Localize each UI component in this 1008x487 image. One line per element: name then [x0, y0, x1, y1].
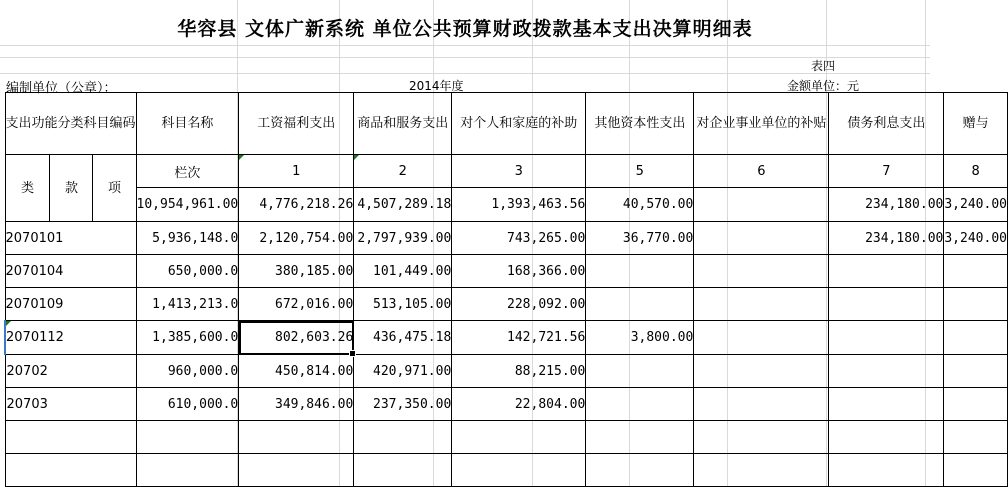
- data-cell[interactable]: 234,180.00: [829, 188, 944, 222]
- data-cell[interactable]: 237,350.00: [354, 388, 452, 421]
- selected-cell[interactable]: 802,603.26: [239, 321, 354, 355]
- data-cell[interactable]: 2,120,754.00: [239, 222, 354, 255]
- data-cell[interactable]: [586, 288, 694, 321]
- data-cell[interactable]: [239, 454, 354, 487]
- data-cell[interactable]: 3,800.00: [586, 321, 694, 355]
- year-label[interactable]: 2014年度: [409, 79, 464, 93]
- data-cell[interactable]: [586, 454, 694, 487]
- name-cell[interactable]: 1,385,600.0: [136, 321, 239, 355]
- data-cell[interactable]: 2,797,939.00: [354, 222, 452, 255]
- table-row: [5, 321, 1007, 355]
- data-cell[interactable]: 142,721.56: [452, 321, 586, 355]
- data-cell[interactable]: 88,215.00: [452, 355, 586, 388]
- name-cell[interactable]: [136, 421, 239, 454]
- table-row: [5, 388, 1007, 421]
- table-row: [5, 222, 1007, 255]
- gridline: [0, 45, 930, 46]
- data-cell[interactable]: 420,971.00: [354, 355, 452, 388]
- data-cell[interactable]: [829, 421, 944, 454]
- table-row: [5, 255, 1007, 288]
- data-cell[interactable]: [694, 421, 829, 454]
- data-cell[interactable]: 101,449.00: [354, 255, 452, 288]
- report-title[interactable]: 华容县 文体广新系统 单位公共预算财政拨款基本支出决算明细表: [177, 18, 753, 40]
- data-cell[interactable]: 3,240.00: [944, 188, 1008, 222]
- data-cell[interactable]: [694, 255, 829, 288]
- data-cell[interactable]: 436,475.18: [354, 321, 452, 355]
- data-cell[interactable]: [944, 388, 1008, 421]
- data-cell[interactable]: [694, 321, 829, 355]
- table-row: [5, 355, 1007, 388]
- data-cell[interactable]: [452, 454, 586, 487]
- name-cell[interactable]: 610,000.0: [136, 388, 239, 421]
- data-cell[interactable]: [586, 388, 694, 421]
- data-cell[interactable]: [354, 421, 452, 454]
- index-cell[interactable]: 1: [239, 155, 354, 188]
- data-cell[interactable]: [944, 421, 1008, 454]
- table-number[interactable]: 表四: [811, 59, 836, 73]
- data-cell[interactable]: [829, 255, 944, 288]
- code-cell[interactable]: [5, 421, 136, 454]
- index-row: [5, 155, 1007, 188]
- data-cell[interactable]: [829, 288, 944, 321]
- gridline: [0, 73, 930, 74]
- index-label[interactable]: 栏次: [136, 155, 239, 188]
- code-cell[interactable]: 20702: [5, 355, 136, 388]
- data-cell[interactable]: [944, 288, 1008, 321]
- unit-label[interactable]: 编制单位（公章）：: [6, 81, 117, 96]
- index-cell[interactable]: 3: [452, 155, 586, 188]
- data-cell[interactable]: [694, 454, 829, 487]
- table-row: [5, 188, 1007, 222]
- data-cell[interactable]: 4,507,289.18: [354, 188, 452, 222]
- name-cell[interactable]: 1,413,213.0: [136, 288, 239, 321]
- data-cell[interactable]: 4,776,218.26: [239, 188, 354, 222]
- index-cell[interactable]: 5: [586, 155, 694, 188]
- code-cell[interactable]: 2070101: [5, 222, 136, 255]
- data-cell[interactable]: [829, 355, 944, 388]
- code-cell[interactable]: [5, 454, 136, 487]
- name-cell[interactable]: 960,000.0: [136, 355, 239, 388]
- sub-code-lei[interactable]: 类: [5, 155, 50, 222]
- code-cell[interactable]: 2070104: [5, 255, 136, 288]
- name-cell[interactable]: 5,936,148.0: [136, 222, 239, 255]
- data-cell[interactable]: 1,393,463.56: [452, 188, 586, 222]
- code-cell[interactable]: 2070112: [5, 321, 136, 355]
- header-row: [5, 93, 1007, 155]
- data-cell[interactable]: [944, 321, 1008, 355]
- name-cell[interactable]: [136, 454, 239, 487]
- index-cell[interactable]: 7: [829, 155, 944, 188]
- data-cell[interactable]: 234,180.00: [829, 222, 944, 255]
- code-cell[interactable]: 20703: [5, 388, 136, 421]
- data-cell[interactable]: [239, 421, 354, 454]
- amount-unit[interactable]: 金额单位：元: [787, 79, 860, 93]
- sub-code-xiang[interactable]: 项: [93, 155, 136, 222]
- data-cell[interactable]: [452, 421, 586, 454]
- col-header-1[interactable]: 工资福利支出: [239, 93, 354, 155]
- data-cell[interactable]: 228,092.00: [452, 288, 586, 321]
- index-cell[interactable]: 2: [354, 155, 452, 188]
- gridline: [0, 57, 930, 58]
- data-cell[interactable]: [694, 388, 829, 421]
- data-cell[interactable]: 450,814.00: [239, 355, 354, 388]
- data-cell[interactable]: [694, 188, 829, 222]
- table-row: [5, 288, 1007, 321]
- data-cell[interactable]: [694, 355, 829, 388]
- data-cell[interactable]: [354, 454, 452, 487]
- col-header-4[interactable]: 其他资本性支出: [586, 93, 694, 155]
- data-cell[interactable]: 672,016.00: [239, 288, 354, 321]
- name-col-header[interactable]: 科目名称: [136, 93, 239, 155]
- data-cell[interactable]: 349,846.00: [239, 388, 354, 421]
- data-cell[interactable]: [586, 355, 694, 388]
- data-cell[interactable]: [829, 321, 944, 355]
- col-header-5[interactable]: 对企业事业单位的补贴: [694, 93, 829, 155]
- col-header-2[interactable]: 商品和服务支出: [354, 93, 452, 155]
- data-cell[interactable]: 380,185.00: [239, 255, 354, 288]
- name-cell[interactable]: 10,954,961.00: [136, 188, 239, 222]
- table-row: [5, 421, 1007, 454]
- data-cell[interactable]: 22,804.00: [452, 388, 586, 421]
- data-cell[interactable]: 40,570.00: [586, 188, 694, 222]
- data-cell[interactable]: [586, 421, 694, 454]
- data-cell[interactable]: [694, 288, 829, 321]
- data-cell[interactable]: [944, 454, 1008, 487]
- table-row: [5, 454, 1007, 487]
- sub-code-kuan[interactable]: 款: [50, 155, 93, 222]
- data-cell[interactable]: [829, 388, 944, 421]
- data-cell[interactable]: 168,366.00: [452, 255, 586, 288]
- data-cell[interactable]: [944, 255, 1008, 288]
- data-cell[interactable]: [829, 454, 944, 487]
- col-header-6[interactable]: 债务利息支出: [829, 93, 944, 155]
- data-cell[interactable]: 743,265.00: [452, 222, 586, 255]
- data-cell[interactable]: [944, 355, 1008, 388]
- col-header-7[interactable]: 赠与: [944, 93, 1008, 155]
- data-cell[interactable]: 513,105.00: [354, 288, 452, 321]
- data-cell[interactable]: [586, 255, 694, 288]
- code-col-header[interactable]: 支出功能分类科目编码: [5, 93, 136, 155]
- budget-table: [4, 92, 1008, 487]
- col-header-3[interactable]: 对个人和家庭的补助: [452, 93, 586, 155]
- name-cell[interactable]: 650,000.0: [136, 255, 239, 288]
- data-cell[interactable]: 36,770.00: [586, 222, 694, 255]
- index-cell[interactable]: 6: [694, 155, 829, 188]
- code-cell[interactable]: 2070109: [5, 288, 136, 321]
- index-cell[interactable]: 8: [944, 155, 1008, 188]
- data-cell[interactable]: 3,240.00: [944, 222, 1008, 255]
- data-cell[interactable]: [694, 222, 829, 255]
